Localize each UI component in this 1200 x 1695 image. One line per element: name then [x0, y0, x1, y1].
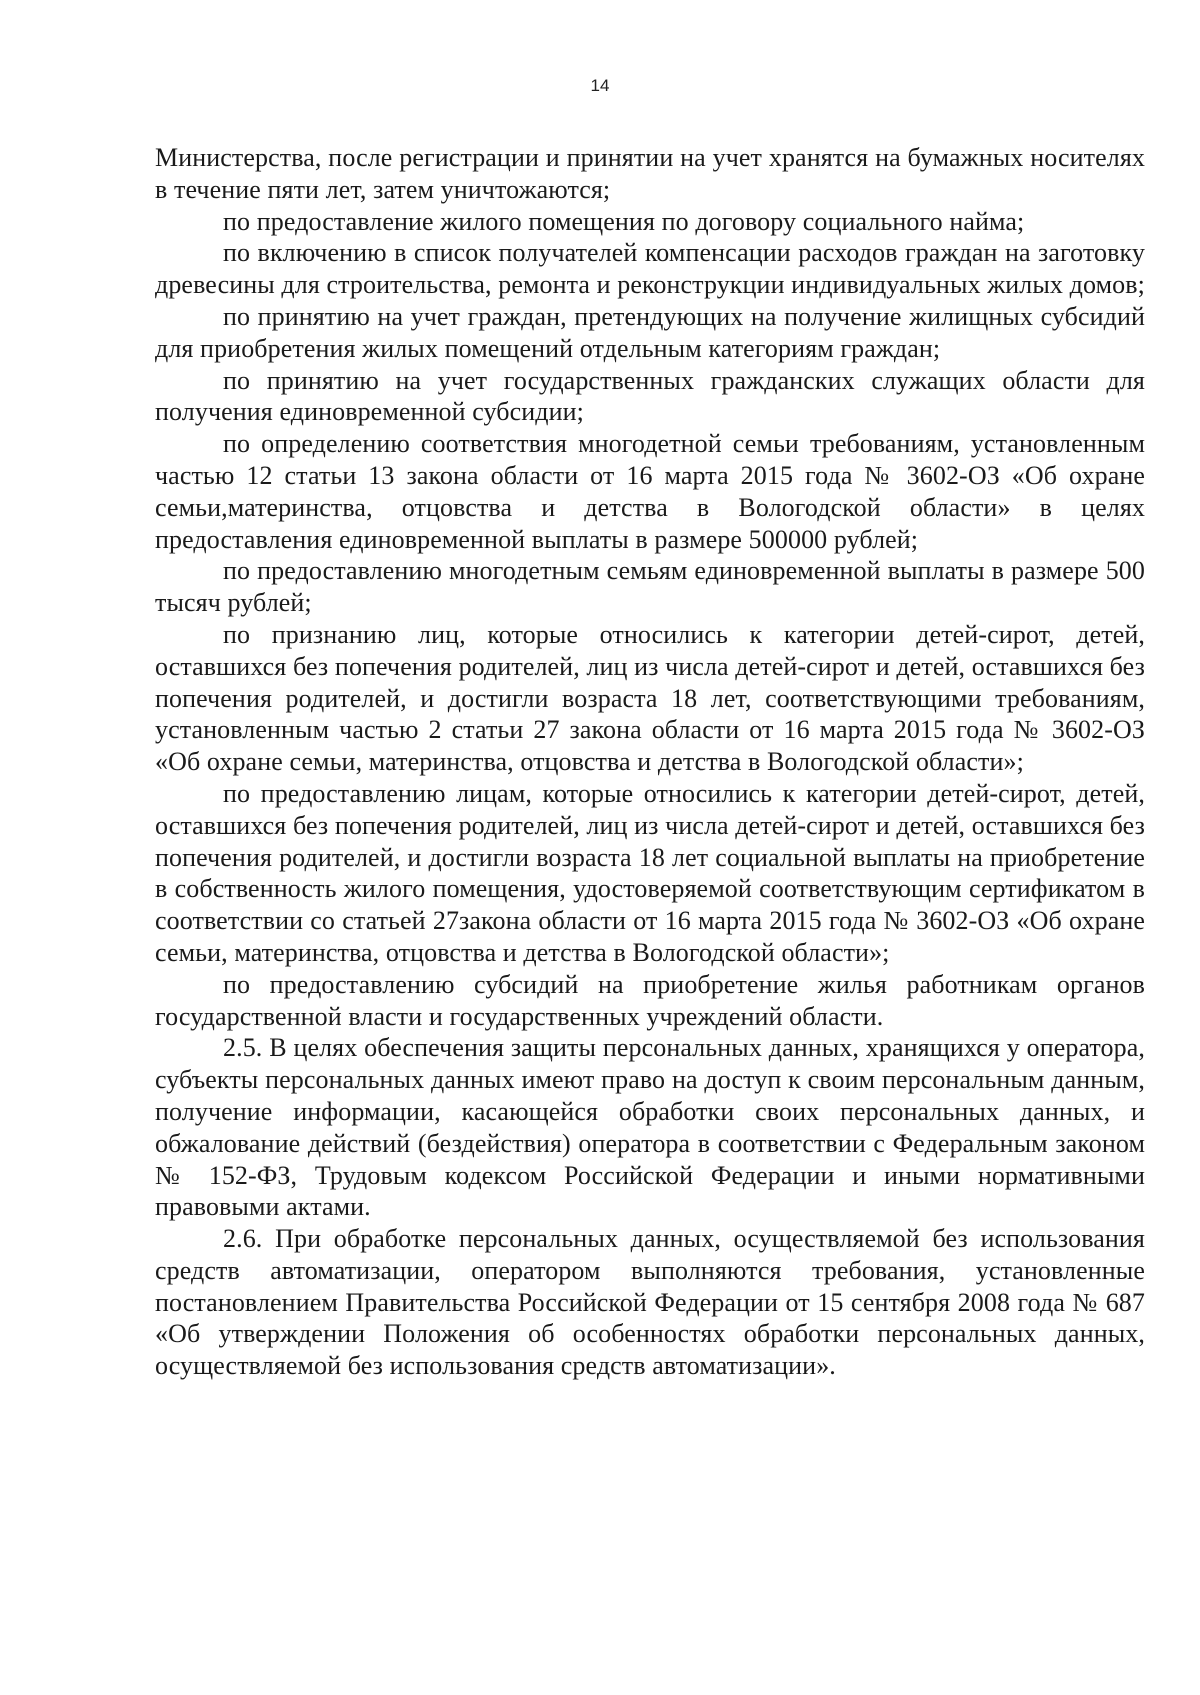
- paragraph-employee-housing-subsidy: по предоставлению субсидий на приобретение жилья работникам органов государственной власти и государственных учреждений области.: [155, 969, 1145, 1031]
- paragraph-housing-subsidies: по принятию на учет граждан, претендующих на получение жилищных субсидий для приобретения жилых помещений отдельным категориям граждан;: [155, 301, 1145, 363]
- paragraph-section-2-5: 2.5. В целях обеспечения защиты персональных данных, хранящихся у оператора, субъекты персональных данных имеют право на доступ к своим персональным данным, получение информации, касающейся обработки своих персональных данных, и обжалование действий (бездействия) оператора в соответствии с Федеральным законом № 152-ФЗ, Трудовым кодексом Российской Федерации и иными нормативными правовыми актами.: [155, 1033, 1145, 1222]
- paragraph-timber-compensation: по включению в список получателей компенсации расходов граждан на заготовку древесины для строительства, ремонта и реконструкции индивидуальных жилых домов;: [155, 238, 1145, 300]
- paragraph-large-family-compliance: по определению соответствия многодетной семьи требованиям, установленным частью 12 статьи 13 закона области от 16 марта 2015 года № 3602-ОЗ «Об охране семьи,материнства, отцовства и детства в Вологодской области» в целях предоставления единовременной выплаты в размере 500000 рублей;: [155, 429, 1145, 554]
- paragraph-large-family-payment: по предоставлению многодетным семьям единовременной выплаты в размере 500 тысяч рублей;: [155, 556, 1145, 618]
- document-body: [155, 142, 1145, 1382]
- page-number: 14: [590, 76, 610, 95]
- paragraph-civil-servants-subsidy: по принятию на учет государственных гражданских служащих области для получения единовременной субсидии;: [155, 365, 1145, 427]
- paragraph-section-2-6: 2.6. При обработке персональных данных, осуществляемой без использования средств автоматизации, оператором выполняются требования, установленные постановлением Правительства Российской Федерации от 15 сентября 2008 года № 687 «Об утверждении Положения об особенностях обработки персональных данных, осуществляемой без использования средств автоматизации».: [155, 1224, 1145, 1381]
- paragraph-orphans-housing-payment: по предоставлению лицам, которые относились к категории детей-сирот, детей, оставшихся без попечения родителей, лиц из числа детей-сирот и детей, оставшихся без попечения родителей, и достигли возраста 18 лет социальной выплаты на приобретение в собственность жилого помещения, удостоверяемой соответствующим сертификатом в соответствии со статьей 27закона области от 16 марта 2015 года № 3602-ОЗ «Об охране семьи, материнства, отцовства и детства в Вологодской области»;: [155, 778, 1145, 967]
- paragraph-continuation: Министерства, после регистрации и принятии на учет хранятся на бумажных носителях в течение пяти лет, затем уничтожаются;: [155, 143, 1145, 204]
- paragraph-orphans-recognition: по признанию лиц, которые относились к категории детей-сирот, детей, оставшихся без попечения родителей, лиц из числа детей-сирот и детей, оставшихся без попечения родителей, и достигли возраста 18 лет, соответствующими требованиям, установленным частью 2 статьи 27 закона области от 16 марта 2015 года № 3602-ОЗ «Об охране семьи, материнства, отцовства и детства в Вологодской области»;: [155, 619, 1145, 777]
- paragraph-social-housing: по предоставление жилого помещения по договору социального найма;: [223, 206, 1025, 236]
